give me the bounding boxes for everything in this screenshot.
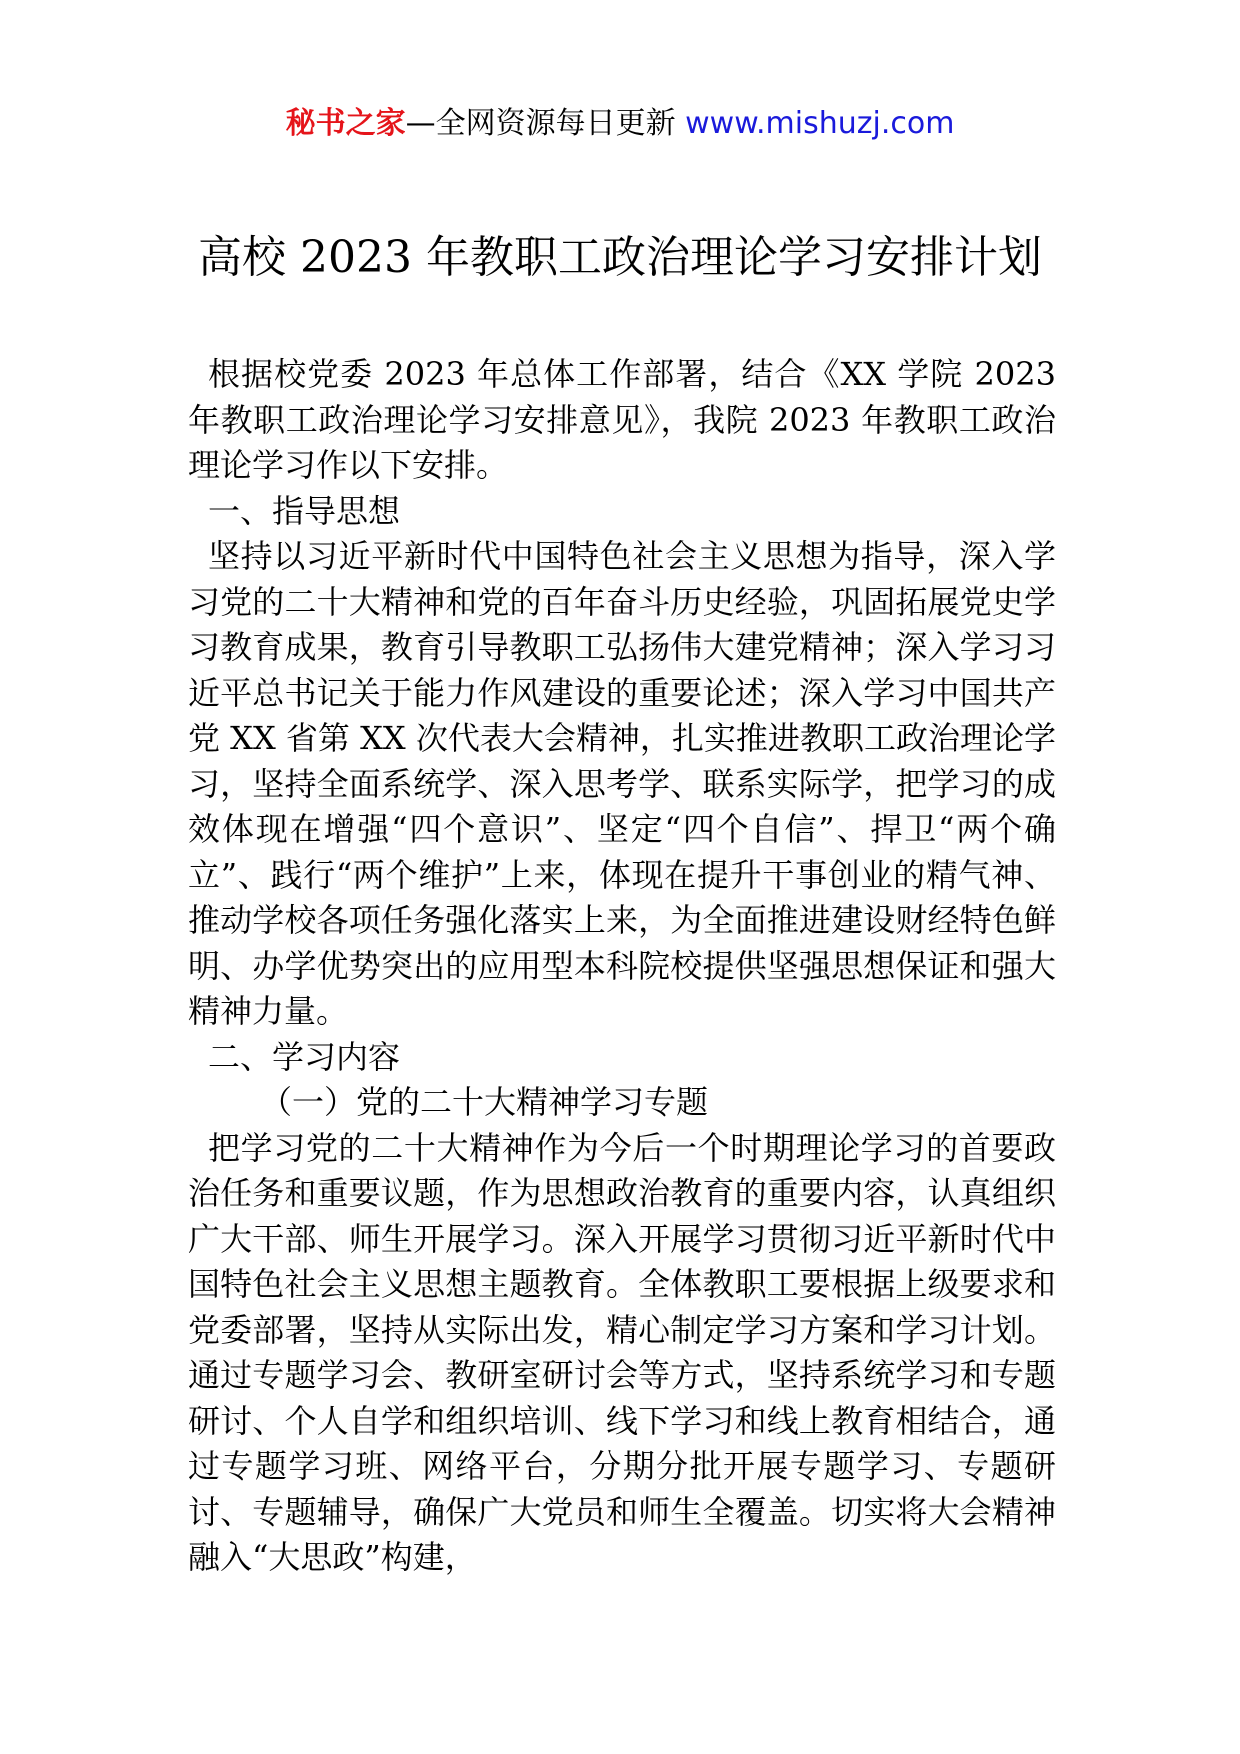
section-heading-learning-content: 二、学习内容	[208, 1037, 401, 1076]
header-slogan: —全网资源每日更新	[405, 106, 686, 141]
site-url-link[interactable]: www.mishuzj.com	[685, 106, 955, 141]
document-title: 高校 2023 年教职工政治理论学习安排计划	[198, 232, 1042, 283]
document-body	[188, 352, 1056, 1581]
section-paragraph-guiding-ideology: 坚持以习近平新时代中国特色社会主义思想为指导，深入学习党的二十大精神和党的百年奋斗历史经验，巩固拓展党史学习教育成果，教育引导教职工弘扬伟大建党精神；深入学习习近平总书记关于能力作风建设的重要论述；深入学习中国共产党 XX 省第 XX 次代表大会精神，扎实推进教职工政治理论学习，坚持全面系统学、深入思考学、联系实际学，把学习的成效体现在增强“四个意识”、坚定“四个自信”、捍卫“两个确立”、践行“两个维护”上来，体现在提升干事创业的精气神、推动学校各项任务强化落实上来，为全面推进建设财经特色鲜明、办学优势突出的应用型本科院校提供坚强思想保证和强大精神力量。	[188, 537, 1056, 1030]
intro-paragraph: 根据校党委 2023 年总体工作部署，结合《XX 学院 2023 年教职工政治理论学习安排意见》，我院 2023 年教职工政治理论学习作以下安排。	[188, 355, 1056, 484]
section-heading-guiding-ideology: 一、指导思想	[208, 491, 401, 530]
site-header-banner	[0, 102, 1240, 146]
subsection-heading-congress-spirit: （一）党的二十大精神学习专题	[260, 1083, 709, 1121]
brand-name: 秘书之家	[285, 106, 406, 141]
subsection-paragraph-congress-spirit: 把学习党的二十大精神作为今后一个时期理论学习的首要政治任务和重要议题，作为思想政治教育的重要内容，认真组织广大干部、师生开展学习。深入开展学习贯彻习近平新时代中国特色社会主义思想主题教育。全体教职工要根据上级要求和党委部署，坚持从实际出发，精心制定学习方案和学习计划。通过专题学习会、教研室研讨会等方式，坚持系统学习和专题研讨、个人自学和组织培训、线下学习和线上教育相结合，通过专题学习班、网络平台，分期分批开展专题学习、专题研讨、专题辅导，确保广大党员和师生全覆盖。切实将大会精神融入“大思政”构建，	[188, 1128, 1056, 1576]
